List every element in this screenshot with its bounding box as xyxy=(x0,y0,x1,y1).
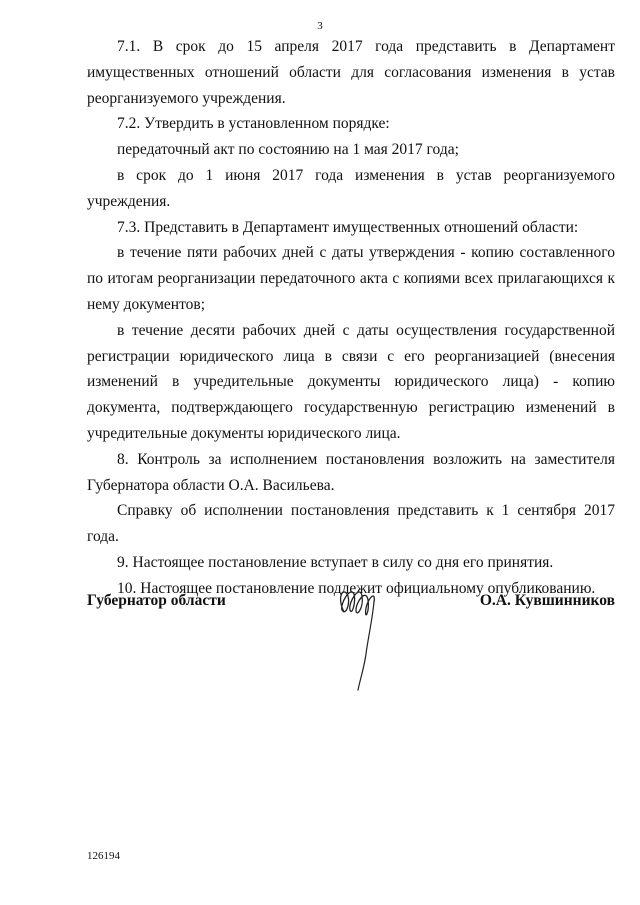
paragraph-7-2-item-2: в срок до 1 июня 2017 года изменения в устав реорганизуемого учреждения. xyxy=(87,166,615,210)
signer-title: Губернатор области xyxy=(87,592,226,609)
handwritten-signature xyxy=(330,582,390,692)
paragraph-9: 9. Настоящее постановление вступает в силу со дня его принятия. xyxy=(117,553,554,571)
paragraph-7-3: 7.3. Представить в Департамент имущественных отношений области: xyxy=(117,218,579,236)
signer-name: О.А. Кувшинников xyxy=(479,592,615,609)
signature-block xyxy=(87,582,615,692)
paragraph-7-2-item-1: передаточный акт по состоянию на 1 мая 2017 года; xyxy=(117,141,459,159)
paragraph-7-3-item-1: в течение пяти рабочих дней с даты утверждения - копию составленного по итогам реорганизации передаточного акта с копиями всех прилагающихся к нему документов; xyxy=(87,244,615,313)
page-number: 3 xyxy=(317,20,323,32)
paragraph-7-2: 7.2. Утвердить в установленном порядке: xyxy=(117,115,390,133)
paragraph-8-report: Справку об исполнении постановления представить к 1 сентября 2017 года. xyxy=(87,502,615,546)
paragraph-10: 10. Настоящее постановление подлежит официальному опубликованию. xyxy=(117,579,596,597)
document-code: 126194 xyxy=(87,850,120,862)
paragraph-8: 8. Контроль за исполнением постановления возложить на заместителя Губернатора области О.А. Васильева. xyxy=(87,450,615,494)
document-body xyxy=(87,34,615,602)
paragraph-7-1: 7.1. В срок до 15 апреля 2017 года представить в Департамент имущественных отношений области для согласования изменения в устав реорганизуемого учреждения. xyxy=(87,38,615,107)
paragraph-7-3-item-2: в течение десяти рабочих дней с даты осуществления государственной регистрации юридического лица в связи с его реорганизацией (внесения изменений в учредительные документы юридического лица) - копию документа, подтверждающего государственную регистрацию изменений в учредительные документы юридического лица. xyxy=(87,321,615,442)
